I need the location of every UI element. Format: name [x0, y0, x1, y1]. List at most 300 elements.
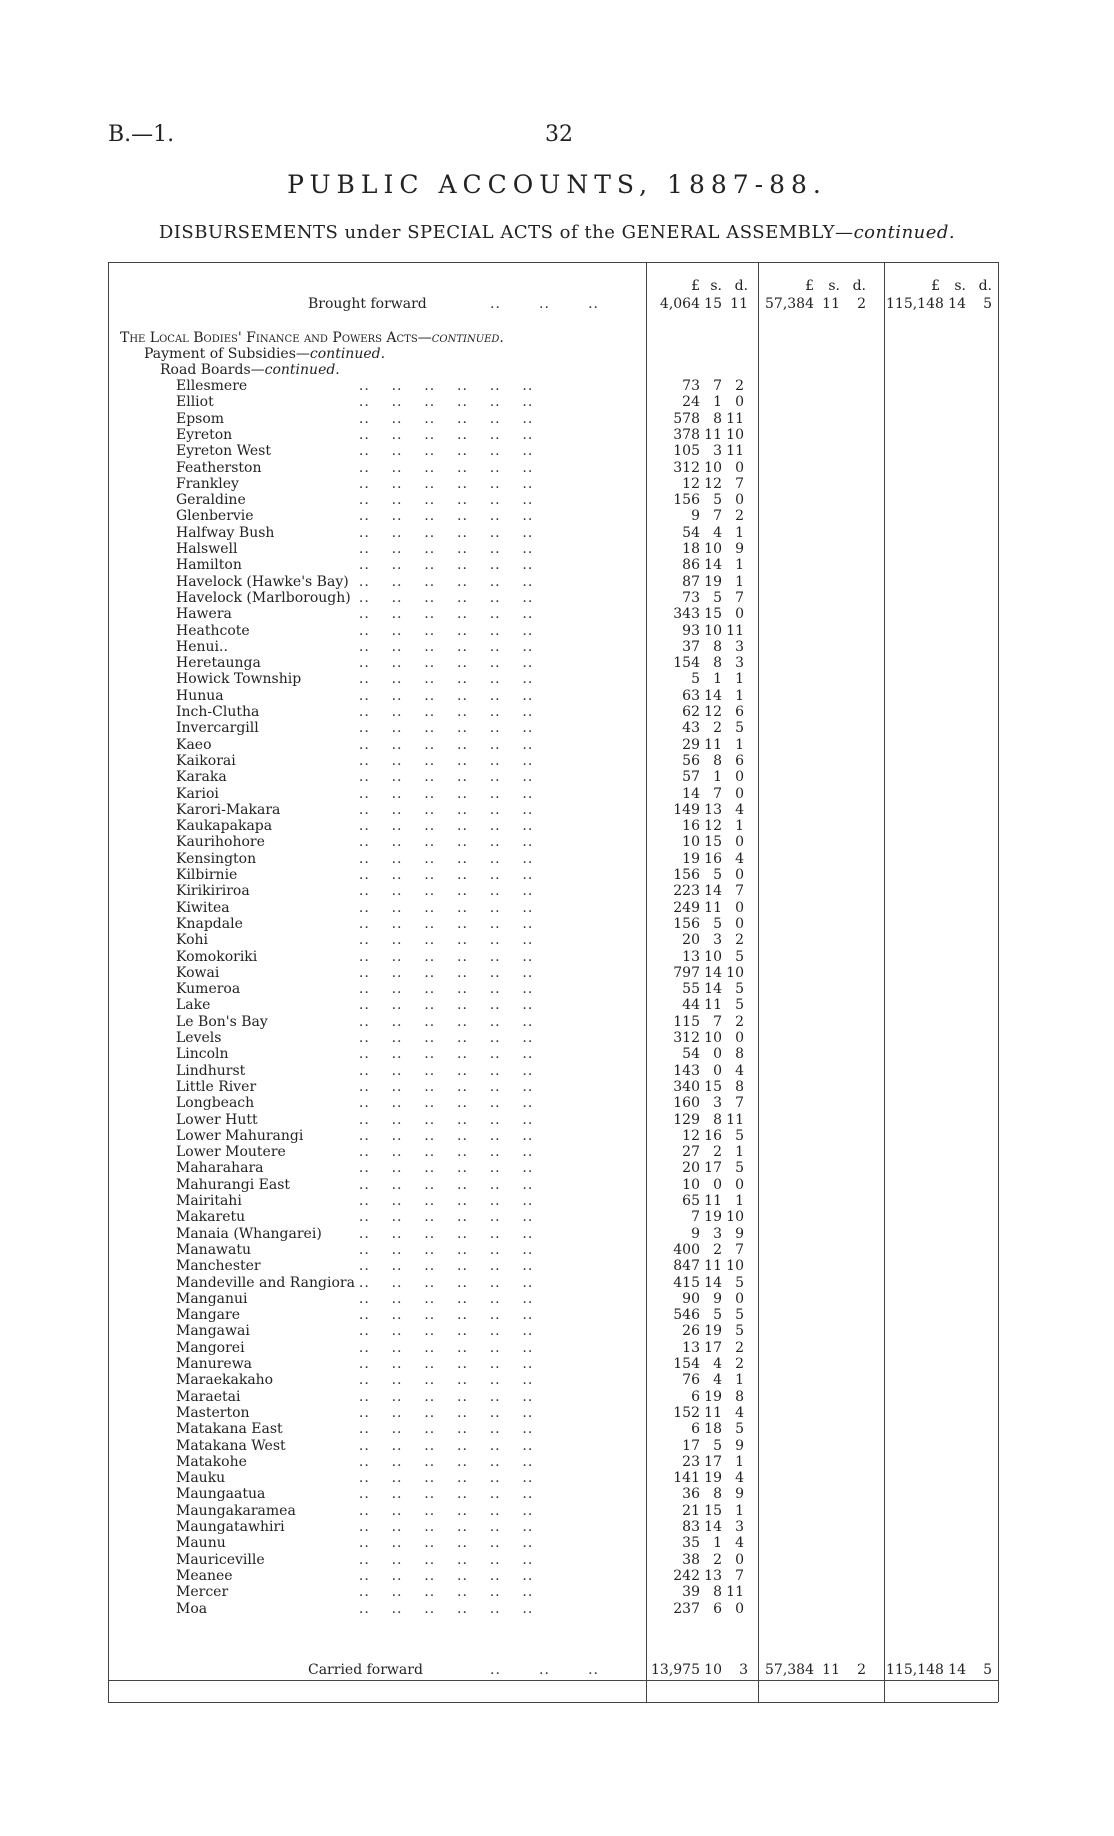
table-row-amount	[648, 688, 744, 704]
amount-shillings: 12	[704, 475, 722, 492]
amount-shillings: 5	[713, 867, 722, 883]
leader-dots: .. .. .. .. .. ..	[348, 850, 534, 867]
table-row-amount	[648, 590, 744, 606]
amount-pounds: 35	[682, 1535, 700, 1552]
leader-dots: .. .. .. .. .. ..	[348, 1502, 534, 1519]
road-board-name: Invercargill	[176, 720, 259, 737]
brought-forward-col3	[886, 296, 992, 312]
road-board-name: Elliot	[176, 394, 214, 411]
amount-shillings: 2	[713, 1551, 722, 1568]
road-board-name: Heretaunga	[176, 655, 261, 672]
col2-header	[760, 278, 866, 294]
leader-dots: .. .. .. .. .. ..	[348, 492, 534, 509]
amount-shillings: 16	[704, 1127, 722, 1144]
amount-shillings: 17	[704, 1160, 722, 1177]
amount-pence: 2	[735, 1356, 744, 1372]
amount-shillings: 16	[704, 850, 722, 867]
amount-pounds: 65	[682, 1193, 700, 1209]
amount-shillings: 5	[713, 589, 722, 606]
col3-left-border	[884, 262, 885, 1702]
leader-dots: .. .. .. .. .. ..	[348, 801, 534, 818]
amount-shillings: 11	[704, 1258, 722, 1275]
carried-forward-col1	[648, 1662, 748, 1678]
road-board-name: Le Bon's Bay	[176, 1013, 268, 1030]
road-board-name: Epsom	[176, 410, 225, 427]
table-row-amount	[648, 639, 744, 655]
amount-pence: 5	[735, 1160, 744, 1177]
road-board-name: Henui..	[176, 638, 228, 655]
amount-shillings: 3	[713, 1095, 722, 1112]
amount-pounds: 6	[691, 1388, 700, 1405]
amount-shillings: 7	[713, 378, 722, 394]
amount-shillings: 14	[704, 964, 722, 981]
col2-header-pence: d.	[852, 278, 866, 294]
road-board-name: Inch-Clutha	[176, 704, 260, 720]
amount-pounds: 76	[682, 1372, 700, 1389]
table-row-amount	[648, 1552, 744, 1568]
col1-header-shillings: s.	[710, 278, 722, 294]
table-row-amount	[648, 1014, 744, 1030]
amount-pounds: 43	[682, 720, 700, 737]
amount-shillings: 10	[704, 541, 722, 557]
amount-pence: 6	[735, 704, 744, 720]
amount-pounds: 5	[691, 671, 700, 688]
amount-pounds: 44	[682, 997, 700, 1014]
amount-shillings: 7	[713, 508, 722, 525]
amount-pounds: 24	[682, 394, 700, 411]
amount-pounds: 129	[673, 1111, 700, 1128]
leader-dots: .. .. .. .. .. ..	[348, 426, 534, 443]
road-board-name: Lower Moutere	[176, 1144, 286, 1161]
road-board-name: Karaka	[176, 769, 227, 786]
amount-pence: 7	[735, 1567, 744, 1584]
amount-shillings: 3	[713, 1225, 722, 1242]
amount-shillings: 7	[713, 785, 722, 802]
amount-pounds: 63	[682, 687, 700, 704]
leader-dots: .. .. .. .. .. ..	[348, 638, 534, 655]
amount-pence: 3	[735, 638, 744, 655]
table-row-amount	[648, 1095, 744, 1111]
leader-dots: .. .. .. .. .. ..	[348, 1062, 534, 1079]
amount-pounds: 156	[673, 867, 700, 883]
subtitle-main: DISBURSEMENTS under SPECIAL ACTS of the GENERAL ASSEMBLY—	[158, 222, 854, 243]
amount-pounds: 249	[673, 899, 700, 916]
leader-dots: .. .. .. .. .. ..	[348, 508, 534, 525]
table-row-amount	[648, 1486, 744, 1502]
road-board-name: Mangawai	[176, 1323, 250, 1340]
subsection-heading-text: Payment of Subsidies—	[144, 346, 310, 362]
leader-dots: .. .. .. .. .. ..	[348, 378, 534, 394]
amount-pence: 4	[735, 801, 744, 818]
col1-header-pence: d.	[734, 278, 748, 294]
col3-header-pounds: £	[931, 278, 940, 294]
road-board-name: Maungatawhiri	[176, 1519, 285, 1535]
amount-pence: 0	[735, 459, 744, 476]
road-board-name: Hawera	[176, 606, 232, 623]
amount-shillings: 11	[704, 1404, 722, 1421]
leader-dots: .. .. ..	[490, 1662, 600, 1678]
amount-pounds: 378	[673, 426, 700, 443]
amount-pounds: 12	[682, 1127, 700, 1144]
leader-dots: .. .. .. .. .. ..	[348, 687, 534, 704]
leader-dots: .. .. .. .. .. ..	[348, 899, 534, 916]
section-heading-text: The Local Bodies' Finance and Powers Acts—	[120, 330, 432, 346]
amount-pounds: 57	[682, 769, 700, 786]
section-heading	[120, 330, 504, 346]
road-board-name: Kaikorai	[176, 752, 236, 769]
amount-shillings: 10	[704, 1030, 722, 1046]
amount-pounds: 17	[682, 1437, 700, 1454]
amount-pence: 5	[735, 997, 744, 1014]
table-row-amount	[648, 1356, 744, 1372]
road-board-name: Makaretu	[176, 1209, 246, 1226]
col3-header-pence: d.	[978, 278, 992, 294]
amount-shillings: 11	[704, 899, 722, 916]
leader-dots: .. .. .. .. .. ..	[348, 997, 534, 1014]
road-board-name: Maungaatua	[176, 1486, 266, 1503]
amount-shillings: 3	[713, 932, 722, 949]
amount-pounds: 152	[673, 1404, 700, 1421]
road-board-name: Kaukapakapa	[176, 818, 273, 835]
leader-dots: .. .. .. .. .. ..	[348, 1095, 534, 1112]
leader-dots: .. .. .. .. .. ..	[348, 443, 534, 460]
amount-pence: 0	[735, 1600, 744, 1617]
amount-shillings: 10	[704, 1662, 722, 1678]
amount-shillings: 8	[713, 752, 722, 769]
amount-pence: 1	[735, 736, 744, 753]
amount-shillings: 3	[713, 443, 722, 460]
table-row-amount	[648, 623, 744, 639]
amount-pence: 1	[735, 1372, 744, 1389]
table-row-amount	[648, 818, 744, 834]
leader-dots: .. .. .. .. .. ..	[348, 1421, 534, 1438]
brought-forward-col1	[648, 296, 748, 312]
table-row-amount	[648, 737, 744, 753]
brought-forward-col2	[760, 296, 866, 312]
leader-dots: .. .. .. .. .. ..	[348, 1160, 534, 1177]
amount-pence: 0	[735, 1551, 744, 1568]
leader-dots: .. .. .. .. .. ..	[348, 1388, 534, 1405]
amount-shillings: 1	[713, 769, 722, 786]
amount-pence: 9	[735, 1486, 744, 1503]
amount-pounds: 237	[673, 1600, 700, 1617]
amount-shillings: 14	[948, 1662, 966, 1678]
amount-pounds: 86	[682, 557, 700, 574]
road-board-name: Kensington	[176, 850, 257, 867]
amount-pence: 0	[735, 1176, 744, 1193]
amount-shillings: 15	[704, 606, 722, 623]
amount-shillings: 12	[704, 818, 722, 835]
table-row-amount	[648, 720, 744, 736]
table-row-amount	[648, 851, 744, 867]
carried-forward-col2	[760, 1662, 866, 1678]
amount-pounds: 37	[682, 638, 700, 655]
amount-pence: 5	[735, 948, 744, 965]
amount-shillings: 19	[704, 1323, 722, 1340]
table-row-amount	[648, 1128, 744, 1144]
amount-shillings: 5	[713, 915, 722, 932]
amount-shillings: 18	[704, 1421, 722, 1438]
leader-dots: .. .. .. .. .. ..	[348, 1437, 534, 1454]
amount-shillings: 19	[704, 1470, 722, 1487]
leader-dots: .. .. .. .. .. ..	[348, 589, 534, 606]
table-row-amount	[648, 932, 744, 948]
amount-shillings: 10	[704, 622, 722, 639]
road-board-name: Kaurihohore	[176, 834, 265, 851]
brought-forward-label: Brought forward	[308, 296, 427, 312]
amount-pence: 7	[735, 1095, 744, 1112]
amount-shillings: 0	[713, 1046, 722, 1063]
leader-dots: .. .. .. .. .. ..	[348, 459, 534, 476]
amount-pence: 0	[735, 492, 744, 509]
road-board-name: Mangorei	[176, 1339, 245, 1356]
road-board-name: Manaia (Whangarei)	[176, 1225, 322, 1242]
table-row-amount	[648, 1519, 744, 1535]
amount-shillings: 19	[704, 573, 722, 590]
leader-dots: .. .. .. .. .. ..	[348, 1030, 534, 1046]
amount-pounds: 546	[673, 1307, 700, 1324]
amount-pence: 5	[735, 1307, 744, 1324]
road-board-name: Karioi	[176, 785, 219, 802]
amount-pence: 1	[735, 557, 744, 574]
road-board-name: Kohi	[176, 932, 209, 949]
amount-pence: 0	[735, 606, 744, 623]
road-board-name: Komokoriki	[176, 948, 258, 965]
table-row-amount	[648, 1160, 744, 1176]
leader-dots: .. .. .. .. .. ..	[348, 720, 534, 737]
amount-shillings: 8	[713, 410, 722, 427]
table-row-amount	[648, 460, 744, 476]
table-row-amount	[648, 1046, 744, 1062]
table-row-amount	[648, 834, 744, 850]
amount-pounds: 13	[682, 1339, 700, 1356]
amount-shillings: 15	[704, 1502, 722, 1519]
table-row-amount	[648, 476, 744, 492]
amount-pounds: 13,975	[651, 1662, 700, 1678]
road-board-name: Moa	[176, 1600, 208, 1617]
amount-pence: 5	[735, 1421, 744, 1438]
road-board-name: Kirikiriroa	[176, 883, 250, 900]
road-board-name: Havelock (Hawke's Bay)	[176, 573, 349, 590]
amount-pence: 4	[735, 1062, 744, 1079]
amount-shillings: 19	[704, 1388, 722, 1405]
amount-pence: 1	[735, 687, 744, 704]
amount-shillings: 13	[704, 1567, 722, 1584]
table-row-amount	[648, 1112, 744, 1128]
table-row-amount	[648, 1470, 744, 1486]
table-row-amount	[648, 704, 744, 720]
leader-dots: .. .. .. .. .. ..	[348, 948, 534, 965]
amount-pence: 8	[735, 1388, 744, 1405]
leader-dots: .. .. .. .. .. ..	[348, 834, 534, 851]
road-board-name: Manchester	[176, 1258, 261, 1275]
leader-dots: .. .. .. .. .. ..	[348, 1372, 534, 1389]
amount-pence: 5	[735, 720, 744, 737]
amount-pounds: 797	[673, 964, 700, 981]
road-board-name: Kumeroa	[176, 981, 241, 998]
leader-dots: .. .. .. .. .. ..	[348, 818, 534, 835]
amount-pence: 1	[735, 1453, 744, 1470]
amount-pounds: 57,384	[765, 1662, 814, 1678]
table-row-amount	[648, 867, 744, 883]
table-row-amount	[648, 997, 744, 1013]
amount-pence: 10	[726, 1258, 744, 1275]
amount-pounds: 9	[691, 1225, 700, 1242]
amount-pounds: 400	[673, 1241, 700, 1258]
amount-pence: 7	[735, 475, 744, 492]
amount-shillings: 13	[704, 801, 722, 818]
table-row-amount	[648, 541, 744, 557]
amount-pence: 1	[735, 1502, 744, 1519]
road-board-name: Mangare	[176, 1307, 240, 1324]
road-board-name: Kaeo	[176, 736, 212, 753]
amount-shillings: 14	[704, 1519, 722, 1535]
amount-pounds: 18	[682, 541, 700, 557]
table-row-amount	[648, 508, 744, 524]
amount-shillings: 1	[713, 1535, 722, 1552]
amount-pounds: 23	[682, 1453, 700, 1470]
amount-pence: 0	[735, 915, 744, 932]
leader-dots: .. .. .. .. .. ..	[348, 1225, 534, 1242]
amount-pence: 0	[735, 769, 744, 786]
amount-pounds: 847	[673, 1258, 700, 1275]
amount-pence: 6	[735, 752, 744, 769]
amount-shillings: 14	[704, 883, 722, 900]
amount-pence: 11	[730, 296, 748, 312]
amount-shillings: 5	[713, 1307, 722, 1324]
amount-pounds: 54	[682, 524, 700, 541]
road-board-name: Longbeach	[176, 1095, 255, 1112]
table-row-amount	[648, 411, 744, 427]
amount-pence: 2	[735, 1013, 744, 1030]
amount-pence: 2	[735, 1339, 744, 1356]
leader-dots: .. .. .. .. .. ..	[348, 394, 534, 411]
road-board-name: Halswell	[176, 541, 238, 557]
table-row-amount	[648, 525, 744, 541]
amount-shillings: 10	[704, 948, 722, 965]
table-row-amount	[648, 1275, 744, 1291]
table-row-amount	[648, 1389, 744, 1405]
col3-header	[886, 278, 992, 294]
leader-dots: .. .. .. .. .. ..	[348, 671, 534, 688]
leader-dots: .. .. .. .. .. ..	[348, 1535, 534, 1552]
table-row-amount	[648, 769, 744, 785]
amount-pounds: 105	[673, 443, 700, 460]
amount-pence: 1	[735, 1193, 744, 1209]
leader-dots: .. .. .. .. .. ..	[348, 1404, 534, 1421]
amount-pounds: 4,064	[659, 296, 700, 312]
road-board-name: Mairitahi	[176, 1193, 242, 1209]
leader-dots: .. .. .. .. .. ..	[348, 1046, 534, 1063]
road-board-name: Maungakaramea	[176, 1502, 296, 1519]
amount-pence: 2	[735, 932, 744, 949]
amount-pence: 0	[735, 834, 744, 851]
road-board-name: Glenbervie	[176, 508, 254, 525]
leader-dots: .. .. .. .. .. ..	[348, 769, 534, 786]
leader-dots: .. .. .. .. .. ..	[348, 475, 534, 492]
amount-pence: 5	[735, 1274, 744, 1291]
page-number: 32	[545, 122, 573, 147]
leader-dots: .. .. .. .. .. ..	[348, 964, 534, 981]
leader-dots: .. .. .. .. .. ..	[348, 1111, 534, 1128]
leader-dots: .. .. .. .. .. ..	[348, 606, 534, 623]
page-title: PUBLIC ACCOUNTS, 1887-88.	[287, 170, 827, 199]
amount-pounds: 26	[682, 1323, 700, 1340]
table-row-amount	[648, 965, 744, 981]
leader-dots: .. .. .. .. .. ..	[348, 1567, 534, 1584]
amount-pence: 0	[735, 1290, 744, 1307]
amount-shillings: 12	[704, 704, 722, 720]
col1-header-pounds: £	[691, 278, 700, 294]
table-row-amount	[648, 1030, 744, 1046]
amount-pounds: 19	[682, 850, 700, 867]
amount-pounds: 57,384	[765, 296, 814, 312]
road-board-name: Lincoln	[176, 1046, 229, 1063]
table-row-amount	[648, 1258, 744, 1274]
amount-pounds: 38	[682, 1551, 700, 1568]
amount-pounds: 12	[682, 475, 700, 492]
amount-pounds: 73	[682, 378, 700, 394]
amount-pence: 0	[735, 867, 744, 883]
amount-pounds: 312	[673, 1030, 700, 1046]
road-board-name: Featherston	[176, 459, 262, 476]
leader-dots: .. .. .. .. .. ..	[348, 785, 534, 802]
amount-pence: 0	[735, 899, 744, 916]
leader-dots: .. .. .. .. .. ..	[348, 1470, 534, 1487]
table-row-amount	[648, 1438, 744, 1454]
amount-shillings: 5	[713, 492, 722, 509]
amount-shillings: 8	[713, 655, 722, 672]
road-board-name: Knapdale	[176, 915, 243, 932]
road-board-name: Maharahara	[176, 1160, 264, 1177]
road-board-name: Havelock (Marlborough)	[176, 589, 351, 606]
leader-dots: .. .. .. .. .. ..	[348, 655, 534, 672]
amount-pounds: 6	[691, 1421, 700, 1438]
amount-pounds: 21	[682, 1502, 700, 1519]
amount-pence: 5	[983, 296, 992, 312]
table-row-amount	[648, 427, 744, 443]
amount-pounds: 160	[673, 1095, 700, 1112]
table-row-amount	[648, 394, 744, 410]
amount-pounds: 20	[682, 932, 700, 949]
leader-dots: .. .. .. .. .. ..	[348, 1453, 534, 1470]
leader-dots: .. .. .. .. .. ..	[348, 1176, 534, 1193]
amount-pounds: 14	[682, 785, 700, 802]
table-row-amount	[648, 1454, 744, 1470]
amount-pounds: 83	[682, 1519, 700, 1535]
road-board-name: Heathcote	[176, 622, 250, 639]
table-row-amount	[648, 655, 744, 671]
road-board-name: Lower Mahurangi	[176, 1127, 304, 1144]
amount-pounds: 154	[673, 1356, 700, 1372]
road-board-name: Hunua	[176, 687, 224, 704]
road-board-name: Masterton	[176, 1404, 250, 1421]
amount-shillings: 11	[822, 1662, 840, 1678]
amount-shillings: 14	[704, 557, 722, 574]
leader-dots: .. .. .. .. .. ..	[348, 1486, 534, 1503]
col2-header-shillings: s.	[828, 278, 840, 294]
table-row-amount	[648, 949, 744, 965]
amount-pence: 11	[726, 622, 744, 639]
amount-shillings: 15	[704, 296, 722, 312]
subsection-heading-italic: continued.	[309, 346, 386, 362]
amount-pence: 5	[735, 1323, 744, 1340]
table-row-amount	[648, 1291, 744, 1307]
amount-shillings: 4	[713, 524, 722, 541]
road-board-name: Levels	[176, 1030, 222, 1046]
table-row-amount	[648, 802, 744, 818]
amount-pounds: 9	[691, 508, 700, 525]
